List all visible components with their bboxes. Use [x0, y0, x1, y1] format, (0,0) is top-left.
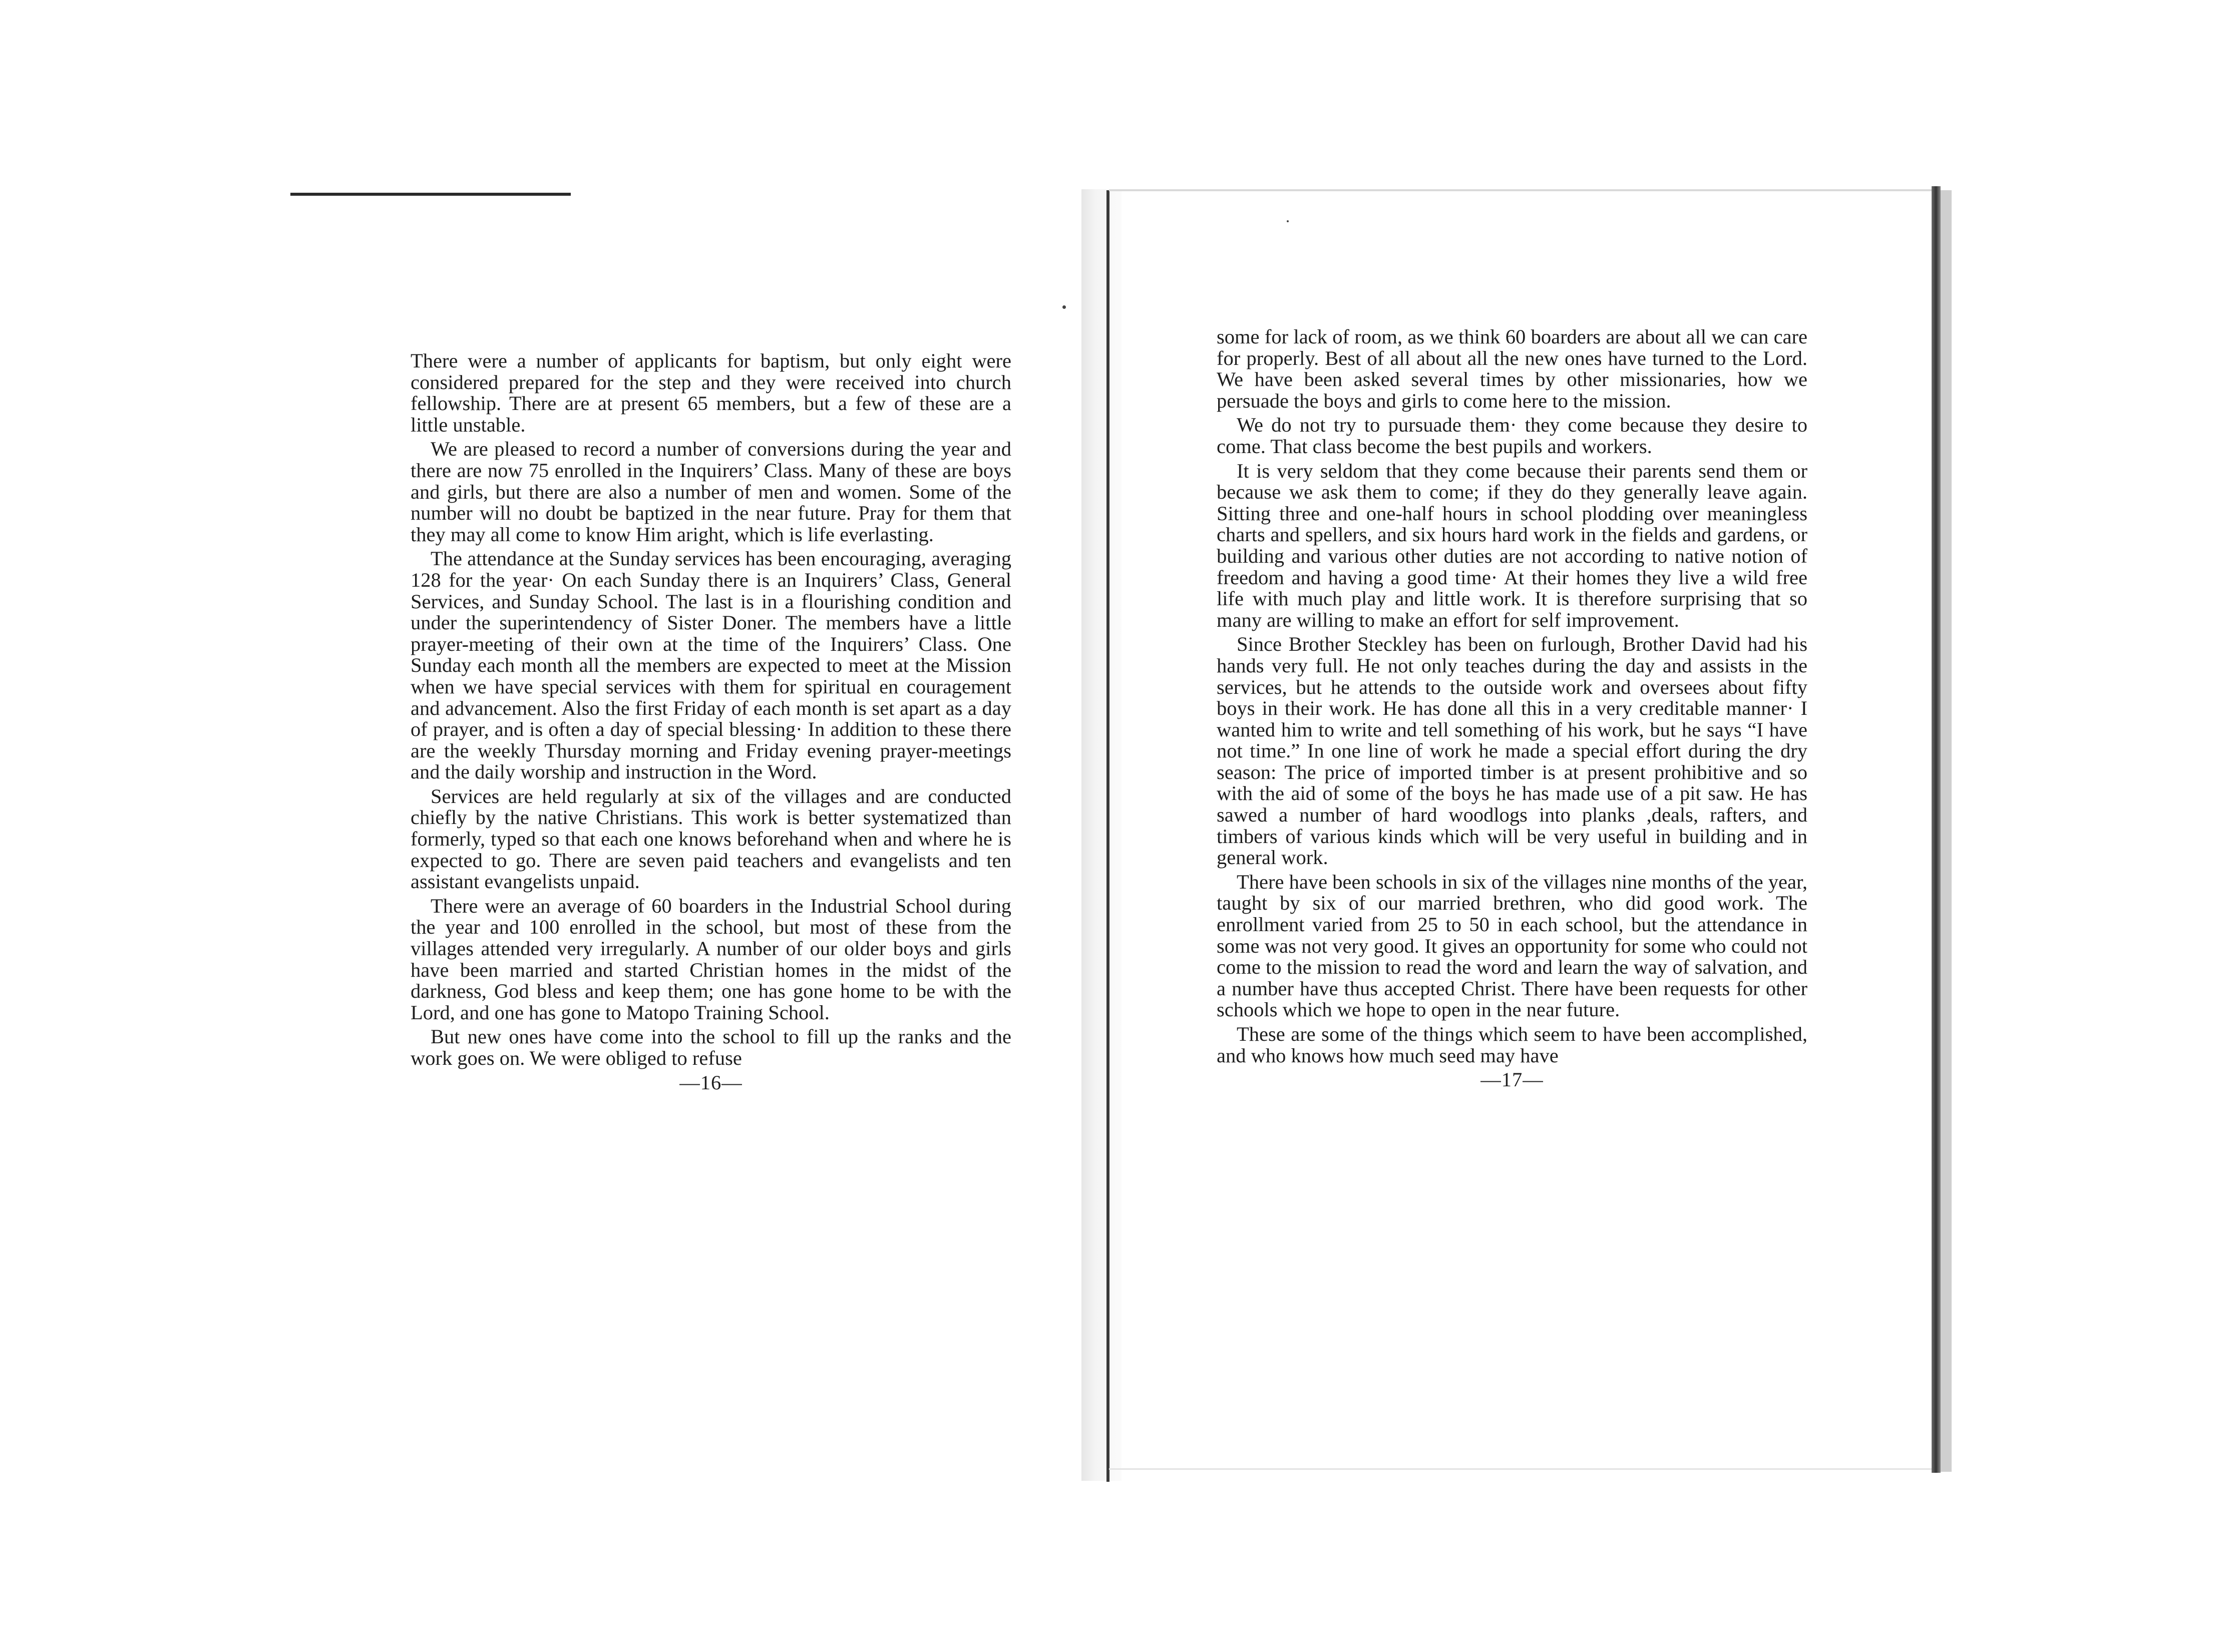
- ink-speck: [1287, 220, 1289, 222]
- right-paragraph: We do not try to pursuade them· they come because they desire to come. That class become the best pupils and workers.: [1217, 414, 1807, 458]
- left-paragraph: Services are held regularly at six of the villages and are conducted chiefly by the native Christians. This work is better systematized than formerly, typed so that each one knows beforehand when and where he is expected to go. There are seven paid teachers and evangelists and ten assistant evangelists unpaid.: [411, 784, 1011, 893]
- right-paragraph: Since Brother Steckley has been on furlough, Brother David had his hands very full. He not only teaches during the day and assists in the services, but he attends to the outside work and oversees about fifty boys in their work. He has done all this in a very creditable manner· I wanted him to write and tell something of his work, but he says “I have not time.” In one line of work he made a special effort during the dry season: The price of imported timber is at present prohibitive and so with the aid of some of the boys he has made use of a pit saw. He has sawed a number of hard woodlogs into planks ,deals, rafters, and timbers of various kinds which will be very useful in building and in general work.: [1217, 633, 1807, 869]
- ink-speck: [1062, 305, 1066, 309]
- left-paragraph: But new ones have come into the school to fill up the ranks and the work goes on. We were obliged to refuse: [411, 1025, 1011, 1069]
- right-paragraph: These are some of the things which seem to have been accomplished, and who knows how much seed may have: [1217, 1023, 1807, 1067]
- right-paragraph: It is very seldom that they come because their parents send them or because we ask them to come; if they do they generally leave again. Sitting three and one-half hours in school plodding over meaningless charts and spellers, and six hours hard work in the fields and gardens, or building and various other duties are not according to native notion of freedom and having a good time· At their homes they live a wild free life with much play and little work. It is therefore surprising that so many are willing to make an effort for self improvement.: [1217, 459, 1807, 631]
- right-page-edge: [1941, 190, 1952, 1472]
- right-paragraph: There have been schools in six of the villages nine months of the year, taught by six of our married brethren, who did good work. The enrollment varied from 25 to 50 in each school, but the attendance in some was not very good. It gives an opportunity for some who could not come to the mission to read the word and learn the way of salvation, and a number have thus accepted Christ. There have been requests for other schools which we hope to open in the near future.: [1217, 870, 1807, 1021]
- gutter-line: [1106, 190, 1109, 1482]
- left-page: [411, 350, 1011, 1093]
- right-page: [1217, 326, 1807, 1091]
- right-paragraph: some for lack of room, as we think 60 boarders are about all we can care for properly. Best of all about all the new ones have turned to the Lord. We have been asked several times by other missionaries, how we persuade the boys and girls to come here to the mission.: [1217, 325, 1807, 412]
- left-paragraph: We are pleased to record a number of conversions during the year and there are now 75 enrolled in the Inquirers’ Class. Many of these are boys and girls, but there are also a number of men and women. Some of the number will no doubt be baptized in the near future. Pray for them that they may all come to know Him aright, which is life everlasting.: [411, 438, 1011, 546]
- page-number: —17—: [1480, 1068, 1544, 1091]
- top-rule: [290, 193, 571, 196]
- page-number: —16—: [679, 1071, 742, 1094]
- left-paragraph: The attendance at the Sunday services has been encouraging, averaging 128 for the year· On each Sunday there is an Inquirers’ Class, General Services, and Sunday School. The last is in a flourishing condition and under the superintendency of Sister Doner. The members have a little prayer-meeting of their own at the time of the Inquirers’ Class. One Sunday each month all the members are expected to meet at the Mission when we have special services with them for spiritual en couragement and advancement. Also the first Friday of each month is set apart as a day of prayer, and is often a day of special blessing· In addition to these there are the weekly Thursday morning and Friday evening prayer-meetings and the daily worship and instruction in the Word.: [411, 547, 1011, 783]
- right-page-bottom-edge: [1109, 1468, 1950, 1470]
- left-paragraph: There were a number of applicants for baptism, but only eight were considered prepared for the step and they were received into church fellowship. There are at present 65 members, but a few of these are a little unstable.: [411, 349, 1011, 436]
- gutter-shadow: [1081, 189, 1122, 1481]
- right-page-edge-shadow: [1932, 186, 1941, 1473]
- right-page-top-edge: [1109, 189, 1940, 191]
- left-paragraph: There were an average of 60 boarders in the Industrial School during the year and 100 enrolled in the school, but most of these from the villages attended very irregularly. A number of our older boys and girls have been married and started Christian homes in the midst of the darkness, God bless and keep them; one has gone home to be with the Lord, and one has gone to Matopo Training School.: [411, 894, 1011, 1024]
